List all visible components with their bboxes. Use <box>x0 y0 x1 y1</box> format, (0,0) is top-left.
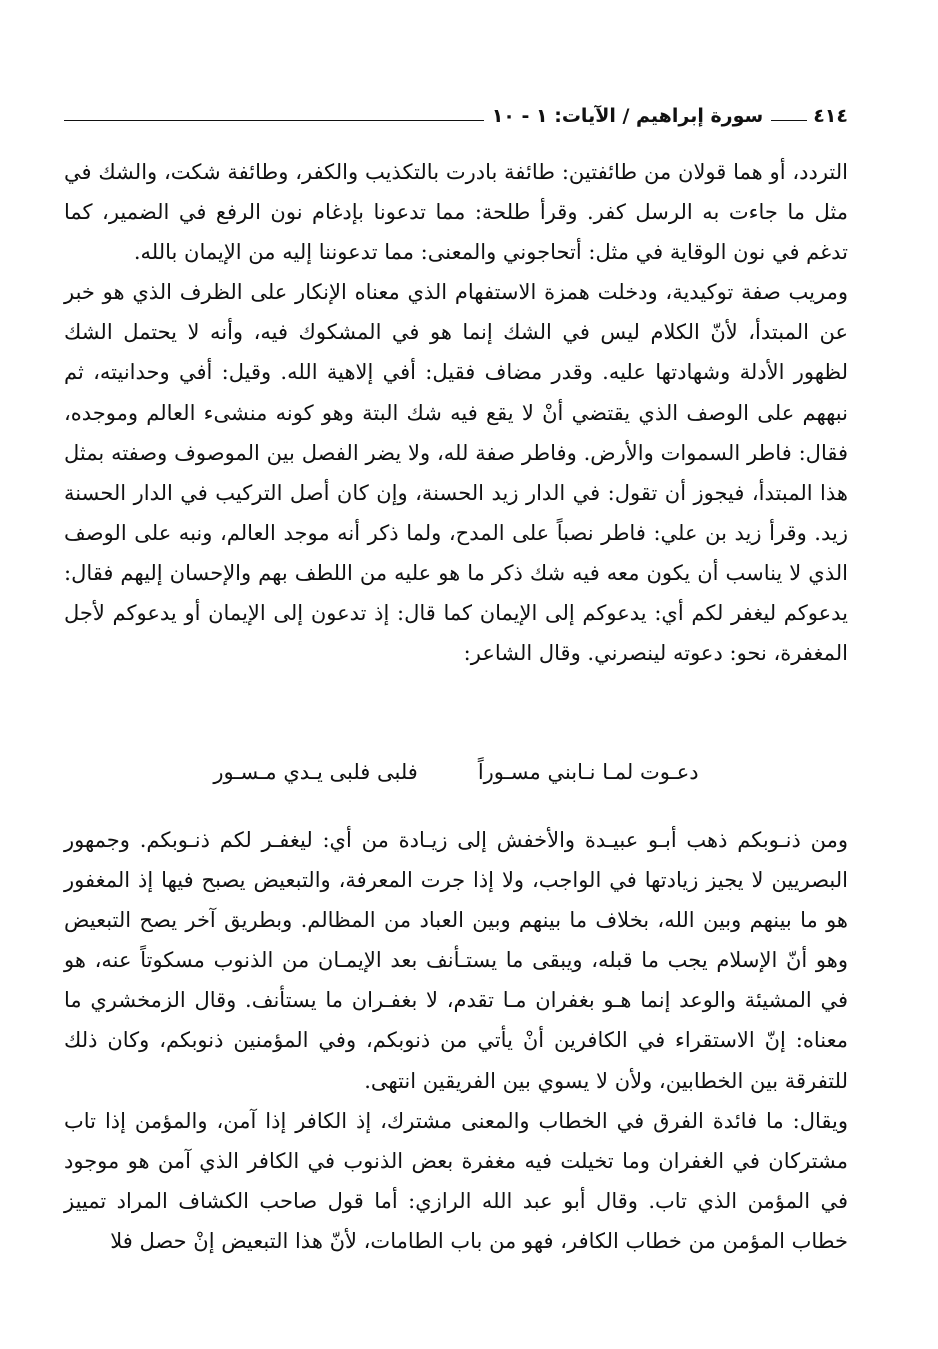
verse-hemistich-1: دعـوت لمـا نـابني مسـوراً <box>477 760 699 784</box>
header-rule-short <box>771 120 807 121</box>
header-rule <box>64 120 484 121</box>
running-title: سورة إبراهيم / الآيات: ١ - ١٠ <box>491 105 764 127</box>
page-header <box>64 94 848 128</box>
paragraph-4: ويقال: ما فائدة الفرق في الخطاب والمعنى مشترك، إذ الكافر إذا آمن، والمؤمن إذا تاب مشتركان في الغفران وما تخيلت فيه مغفرة بعض الذنوب في الكافر الذي آمن هو موجود في المؤمن الذي تاب. وقال أبو عبد الله الرازي: أما قول صاحب الكشاف المراد تمييز خطاب المؤمن من خطاب الكافر، فهو من باب الطامات، لأنّ هذا التبعيض إنْ حصل فلا <box>64 1108 848 1253</box>
page-number: ٤١٤ <box>813 105 848 127</box>
verse-hemistich-2: فلبى فلبى يـدي مـسـور <box>213 760 418 784</box>
paragraph-1: التردد، أو هما قولان من طائفتين: طائفة بادرت بالتكذيب والكفر، وطائفة شكت، والشك في مثل ما جاءت به الرسل كفر. وقرأ طلحة: مما تدعونا بإدغام نون الرفع في الضمير، كما تدغم في نون الوقاية في مثل: أتحاجوني والمعنى: مما تدعوننا إليه من الإيمان بالله. <box>64 160 848 265</box>
paragraph-3: ومن ذنـوبكم ذهب أبـو عبيـدة والأخفش إلى زيـادة من أي: ليغفـر لكم ذنـوبكم. وجمهور البصريين لا يجيز زيادتها في الواجب، ولا إذا جرت المعرفة، والتبعيض يصبح فيها إذ المغفور هو ما بينهم وبين الله، بخلاف ما بينهم وبين العباد من المظالم. وبطريق آخر يصح التبعيض وهو أنّ الإسلام يجب ما قبله، ويبقى ما يستـأنف بعد الإيمـان من الذنوب مسكوتاً عنه، هو في المشيئة والوعد إنما هـو بغفران مـا تقدم، لا بغفـران ما يستأنف. وقال الزمخشري ما معناه: إنّ الاستقراء في الكافرين أنْ يأتي من ذنوبكم، وفي المؤمنين ذنوبكم، وكان ذلك للتفرقة بين الخطابين، ولأن لا يسوي بين الفريقين انتهى. <box>64 828 848 1093</box>
commentary-block-2 <box>64 820 848 1261</box>
poetry-verse <box>64 752 848 792</box>
paragraph-2: ومريب صفة توكيدية، ودخلت همزة الاستفهام الذي معناه الإنكار على الظرف الذي هو خبر عن المبتدأ، لأنّ الكلام ليس في الشك إنما هو في المشكوك فيه، وأنه لا يحتمل الشك لظهور الأدلة وشهادتها عليه. وقدر مضاف فقيل: أفي إلاهية الله. وقيل: أفي وحدانيته، ثم نبههم على الوصف الذي يقتضي أنْ لا يقع فيه شك البتة وهو كونه منشىء العالم وموجده، فقال: فاطر السموات والأرض. وفاطر صفة لله، ولا يضر الفصل بين الموصوف وصفته بمثل هذا المبتدأ، فيجوز أن تقول: في الدار زيد الحسنة، وإن كان أصل التركيب في الدار الحسنة زيد. وقرأ زيد بن علي: فاطر نصباً على المدح، ولما ذكر أنه موجد العالم، ونبه على الوصف الذي لا يناسب أن يكون معه فيه شك ذكر ما هو عليه من اللطف بهم والإحسان إليهم فقال: يدعوكم ليغفر لكم أي: يدعوكم إلى الإيمان كما قال: إذ تدعون إلى الإيمان أو يدعوكم لأجل المغفرة، نحو: دعوته لينصرني. وقال الشاعر: <box>64 280 848 666</box>
commentary-block-1 <box>64 152 848 673</box>
